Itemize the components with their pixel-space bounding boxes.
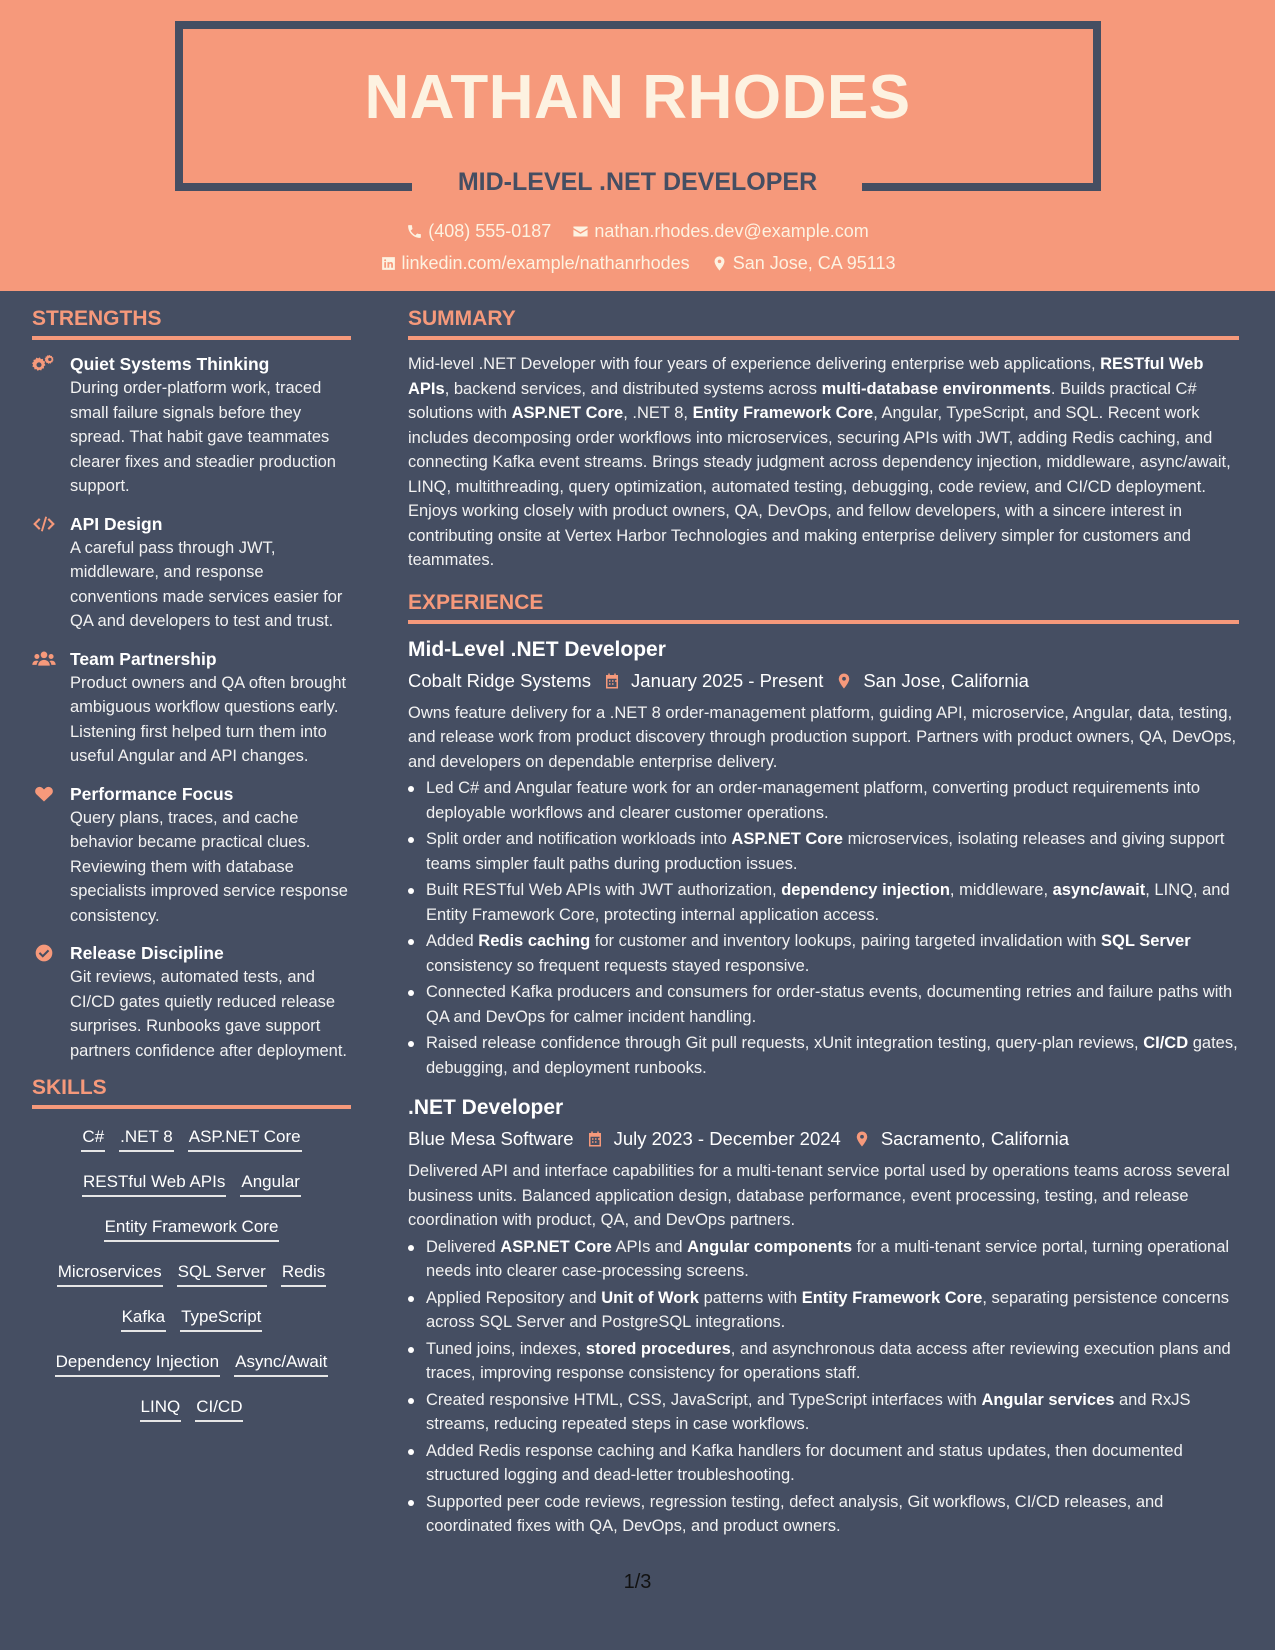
map-pin-icon — [711, 255, 728, 272]
skill-row — [32, 1260, 351, 1287]
phone-text: (408) 555-0187 — [428, 221, 552, 241]
bullet-item — [408, 1490, 1239, 1539]
job-description: Delivered API and interface capabilities for a multi-tenant service portal used by operations teams across several business units. Balanced application design, database performance, event processing, testing, and release coordination with product, QA, and DevOps partners. — [408, 1162, 1230, 1229]
bold-text: Redis caching — [478, 932, 591, 950]
summary-heading: SUMMARY — [408, 307, 1239, 340]
bullet-item — [408, 1235, 1239, 1284]
phone-contact — [406, 221, 551, 242]
strength-desc: Product owners and QA often brought ambiguous workflow questions early. Listening first helped turn them into useful Angular and API changes. — [70, 673, 347, 765]
job-title: .NET Developer — [408, 1096, 564, 1119]
users-icon — [32, 649, 56, 669]
skill-row — [32, 1170, 351, 1197]
job-bullets — [408, 776, 1239, 1080]
skill-tag: Async/Await — [234, 1350, 328, 1377]
bullet-item — [408, 878, 1239, 927]
skill-tag: Microservices — [57, 1260, 163, 1287]
calendar-icon — [586, 1130, 604, 1148]
bold-text: RESTful Web APIs — [408, 355, 1204, 398]
skills-heading: SKILLS — [32, 1076, 351, 1109]
calendar-icon — [603, 672, 621, 690]
bold-text: Angular components — [687, 1237, 853, 1256]
strength-item — [32, 941, 351, 1063]
strength-item — [32, 647, 351, 769]
job-title: Mid-Level .NET Developer — [408, 637, 666, 661]
map-pin-icon — [853, 1130, 871, 1148]
location-contact — [711, 253, 896, 274]
text-run: patterns with — [698, 1288, 802, 1307]
bullet-item — [408, 776, 1239, 825]
location-text: San Jose, CA 95113 — [732, 253, 896, 273]
strengths-heading: STRENGTHS — [32, 307, 351, 340]
bullet-item — [408, 1031, 1239, 1080]
text-run: Added Redis response caching and Kafka handlers for document and status updates, then documented structured logging and dead-letter troubleshooting. — [426, 1441, 1183, 1484]
bold-text: ASP.NET Core — [500, 1237, 612, 1256]
text-run: APIs and — [611, 1237, 688, 1256]
bold-text: Angular services — [981, 1390, 1115, 1409]
bullet-item — [408, 827, 1239, 876]
text-run: consistency so frequent requests stayed responsive. — [426, 956, 810, 975]
text-run: Delivered — [426, 1237, 501, 1256]
company-name: Cobalt Ridge Systems — [408, 669, 592, 691]
strength-desc: A careful pass through JWT, middleware, and response conventions made services easier for QA and developers to test and trust. — [70, 538, 343, 630]
bold-text: async/await — [1052, 881, 1146, 899]
skill-tag: TypeScript — [180, 1305, 262, 1332]
linkedin-icon — [380, 255, 397, 272]
job-entry — [408, 636, 1239, 1081]
text-run: Mid-level .NET Developer with four years of experience delivering enterprise web applications, — [408, 355, 1101, 373]
skill-row — [32, 1395, 351, 1422]
map-pin-icon — [835, 672, 853, 690]
skill-row — [32, 1305, 351, 1332]
text-run: Connected Kafka producers and consumers for order-status events, documenting retries and failure paths with QA and DevOps for calmer incident handling. — [426, 983, 1233, 1026]
bold-text: SQL Server — [1101, 932, 1191, 950]
text-run: , middleware, — [949, 881, 1053, 899]
text-run: , backend services, and distributed systems across — [444, 379, 822, 398]
bullet-item — [408, 1388, 1239, 1437]
bold-text: Entity Framework Core — [692, 404, 874, 422]
page-number: 1/3 — [623, 1571, 652, 1593]
skills-list — [32, 1121, 351, 1422]
check-circle-icon — [32, 943, 56, 963]
strength-item — [32, 512, 351, 634]
job-location: Sacramento, California — [880, 1128, 1070, 1149]
job-entry — [408, 1094, 1239, 1539]
company-name: Blue Mesa Software — [408, 1128, 574, 1149]
strength-title: Performance Focus — [70, 783, 234, 804]
text-run: , and asynchronous data access after reviewing execution plans and traces, improving response consistency for operations staff. — [426, 1339, 1231, 1382]
bullet-item — [408, 929, 1239, 978]
text-run: Raised release confidence through Git pull requests, xUnit integration testing, query-plan reviews, — [426, 1034, 1144, 1052]
bullet-item — [408, 1286, 1239, 1335]
skill-tag: ASP.NET Core — [188, 1125, 302, 1152]
job-meta — [408, 1125, 1239, 1153]
job-dates: January 2025 - Present — [631, 669, 824, 691]
strength-item — [32, 782, 351, 929]
text-run: , separating persistence concerns across SQL Server and PostgreSQL integrations. — [426, 1288, 1230, 1331]
bullet-item — [408, 1439, 1239, 1488]
text-run: , Angular, TypeScript, and SQL. Recent work includes decomposing order workflows into microservices, securing APIs with JWT, adding Redis caching, and connecting Kafka event streams. Brings steady judgment across dependency injection, middleware, async/await, LINQ, multithreading, query optimization, automated testing, debugging, code review, and CI/CD deployment. Enjoys working closely with product owners, QA, DevOps, and fellow developers, with a sincere interest in contributing onsite at Vertex Harbor Technologies and making enterprise delivery simpler for customers and teammates. — [408, 404, 1231, 569]
contact-row-2 — [0, 253, 1275, 277]
code-icon — [32, 514, 56, 534]
bold-text: dependency injection — [781, 881, 950, 899]
email-text: nathan.rhodes.dev@example.com — [594, 221, 869, 241]
text-run: . Builds practical C# solutions with — [408, 379, 1197, 422]
envelope-icon — [572, 223, 589, 240]
text-run: Split order and notification workloads into — [426, 830, 732, 848]
job-role: MID-LEVEL .NET DEVELOPER — [457, 168, 818, 196]
skill-tag: Entity Framework Core — [104, 1215, 280, 1242]
text-run: Tuned joins, indexes, — [426, 1339, 586, 1358]
skill-tag: Dependency Injection — [55, 1350, 221, 1377]
strength-item — [32, 352, 351, 499]
job-location: San Jose, California — [863, 669, 1029, 691]
strength-title: Team Partnership — [70, 648, 217, 669]
bold-text: ASP.NET Core — [731, 830, 843, 848]
skill-tag: Redis — [281, 1260, 326, 1287]
right-column — [408, 307, 1239, 1553]
strength-title: Release Discipline — [70, 943, 224, 963]
skill-tag: LINQ — [140, 1395, 182, 1422]
bold-text: CI/CD — [1143, 1034, 1189, 1052]
text-run: , .NET 8, — [623, 404, 693, 422]
skill-tag: Kafka — [121, 1305, 166, 1332]
text-run: Added — [426, 932, 479, 950]
text-run: for a multi-tenant service portal, turning operational needs into clearer case-processing screens. — [426, 1237, 1230, 1280]
strength-desc: Query plans, traces, and cache behavior became practical clues. Reviewing them with database specialists improved service response consistency. — [70, 808, 348, 925]
bold-text: Unit of Work — [601, 1288, 699, 1307]
job-dates: July 2023 - December 2024 — [613, 1128, 841, 1149]
strength-title: API Design — [70, 513, 163, 534]
email-contact[interactable] — [572, 221, 868, 242]
job-bullets — [408, 1235, 1239, 1539]
text-run: gates, debugging, and deployment runbooks. — [426, 1034, 1238, 1077]
skill-row — [32, 1125, 351, 1152]
bold-text: stored procedures — [585, 1339, 731, 1358]
bold-text: Entity Framework Core — [801, 1288, 983, 1307]
candidate-name: NATHAN RHODES — [364, 63, 911, 132]
text-run: for customer and inventory lookups, pairing targeted invalidation with — [590, 932, 1102, 950]
bold-text: ASP.NET Core — [511, 404, 624, 422]
text-run: Built RESTful Web APIs with JWT authorization, — [426, 881, 782, 899]
bullet-item — [408, 1337, 1239, 1386]
resume-header — [0, 0, 1275, 291]
skill-tag: Angular — [240, 1170, 301, 1197]
job-description: Owns feature delivery for a .NET 8 order-management platform, guiding API, microservice, Angular, data, testing, and release work from product discovery through production support. Partners with product owners, QA, DevOps, and developers on dependable enterprise delivery. — [408, 703, 1237, 771]
job-meta — [408, 667, 1239, 695]
linkedin-contact[interactable] — [380, 253, 690, 274]
skill-tag: CI/CD — [195, 1395, 243, 1422]
text-run: and RxJS streams, reducing repeated steps in case workflows. — [426, 1390, 1191, 1433]
linkedin-text: linkedin.com/example/nathanrhodes — [401, 253, 690, 273]
skill-tag: C# — [81, 1125, 105, 1152]
text-run: Created responsive HTML, CSS, JavaScript, and TypeScript interfaces with — [426, 1390, 982, 1409]
skill-tag: RESTful Web APIs — [82, 1170, 226, 1197]
skill-row — [32, 1215, 351, 1242]
text-run: Applied Repository and — [426, 1288, 602, 1307]
strength-desc: During order-platform work, traced small failure signals before they spread. That habit gave teammates clearer fixes and steadier production support. — [70, 379, 336, 495]
left-column — [32, 307, 351, 1440]
bullet-item — [408, 980, 1239, 1029]
heart-icon — [32, 784, 56, 804]
summary-text — [408, 352, 1239, 573]
strength-desc: Git reviews, automated tests, and CI/CD gates quietly reduced release surprises. Runbooks gave support partners confidence after deployment. — [70, 968, 347, 1060]
experience-heading: EXPERIENCE — [408, 591, 1239, 624]
text-run: Led C# and Angular feature work for an order-management platform, converting product requirements into deployable workflows and clearer customer operations. — [426, 779, 1201, 822]
text-run: , LINQ, and Entity Framework Core, protecting internal application access. — [426, 881, 1230, 924]
skill-row — [32, 1350, 351, 1377]
gears-icon — [32, 354, 56, 374]
text-run: Supported peer code reviews, regression testing, defect analysis, Git workflows, CI/CD releases, and coordinated fixes with QA, DevOps, and product owners. — [426, 1492, 1164, 1535]
skill-tag: .NET 8 — [119, 1125, 174, 1152]
strength-title: Quiet Systems Thinking — [70, 354, 270, 374]
phone-icon — [406, 223, 423, 240]
bold-text: multi-database environments — [821, 379, 1051, 398]
contact-row-1 — [0, 221, 1275, 245]
text-run: microservices, isolating releases and giving support teams simpler fault paths during production issues. — [426, 830, 1225, 873]
skill-tag: SQL Server — [177, 1260, 267, 1287]
